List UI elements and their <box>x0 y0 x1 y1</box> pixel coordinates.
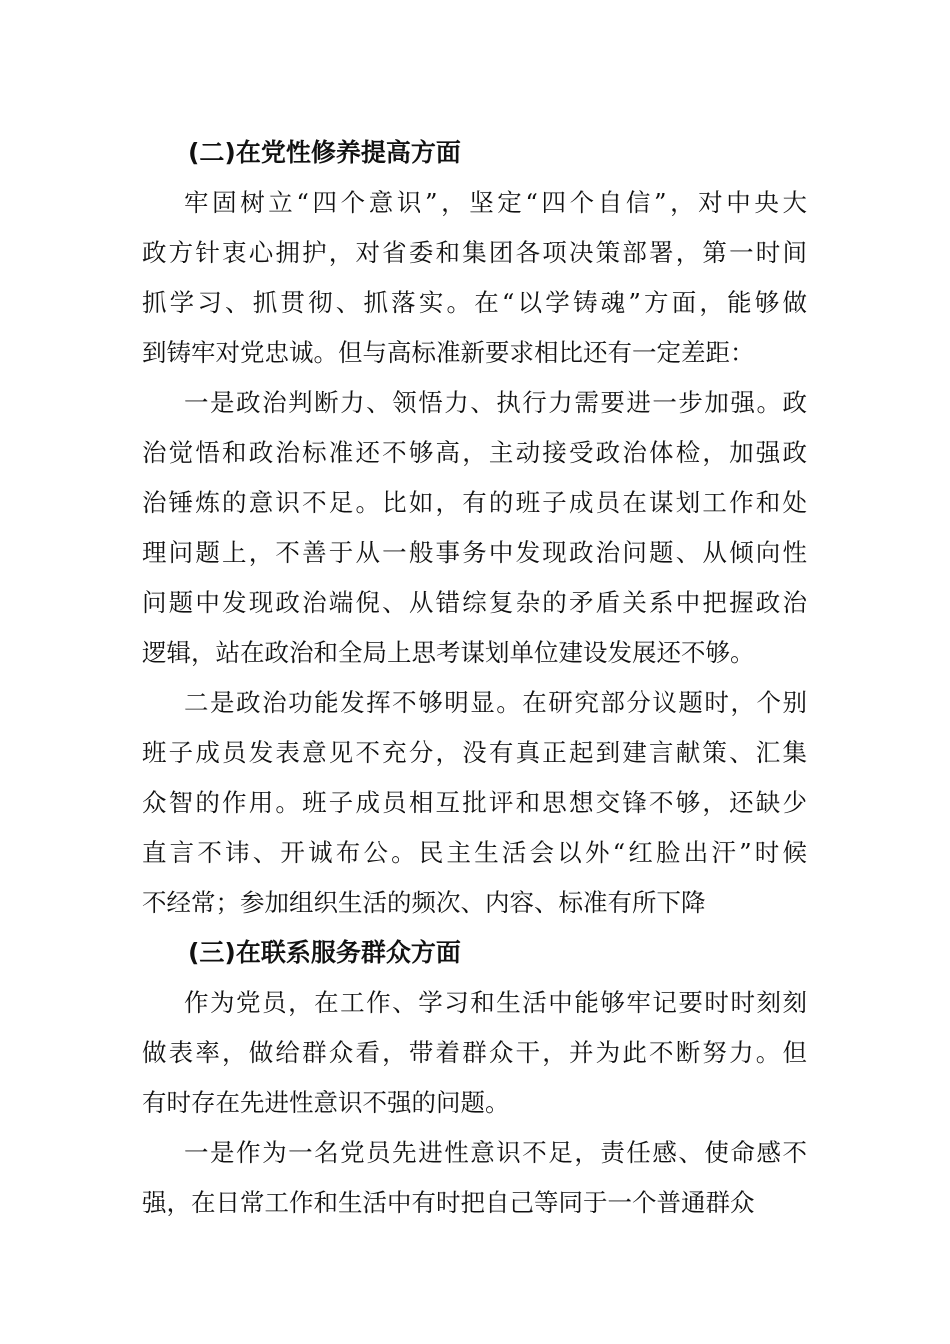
paragraph-line: 众智的作用。班子成员相互批评和思想交锋不够，还缺少 <box>142 788 807 817</box>
paragraph <box>142 1128 807 1228</box>
paragraph-line: 作为党员，在工作、学习和生活中能够牢记要时时刻刻 <box>184 988 807 1017</box>
paragraph <box>142 178 807 378</box>
paragraph-line: 治觉悟和政治标准还不够高，主动接受政治体检，加强政 <box>142 438 807 467</box>
paragraph-line: 治锤炼的意识不足。比如，有的班子成员在谋划工作和处 <box>142 488 807 517</box>
paragraph-line: 直言不讳、开诚布公。民主生活会以外“红脸出汗”时候 <box>142 838 807 867</box>
paragraph-line: 做表率，做给群众看，带着群众干，并为此不断努力。但 <box>142 1038 807 1067</box>
paragraph <box>142 978 807 1128</box>
paragraph-line: 二是政治功能发挥不够明显。在研究部分议题时，个别 <box>184 688 807 717</box>
section-heading: (三)在联系服务群众方面 <box>188 938 461 967</box>
paragraph-line: 强，在日常工作和生活中有时把自己等同于一个普通群众 <box>142 1188 755 1217</box>
paragraph-line: 到铸牢对党忠诚。但与高标准新要求相比还有一定差距： <box>142 338 755 367</box>
paragraph-line: 牢固树立“四个意识”，坚定“四个自信”，对中央大 <box>184 188 807 217</box>
paragraph <box>142 378 807 678</box>
paragraph-line: 理问题上，不善于从一般事务中发现政治问题、从倾向性 <box>142 538 807 567</box>
paragraph-line: 抓学习、抓贯彻、抓落实。在“以学铸魂”方面，能够做 <box>142 288 807 317</box>
paragraph-line: 不经常；参加组织生活的频次、内容、标准有所下降 <box>142 888 706 917</box>
paragraph-line: 有时存在先进性意识不强的问题。 <box>142 1088 510 1117</box>
paragraph-line: 一是作为一名党员先进性意识不足，责任感、使命感不 <box>184 1138 807 1167</box>
section-heading: (二)在党性修养提高方面 <box>188 138 461 167</box>
paragraph-line: 一是政治判断力、领悟力、执行力需要进一步加强。政 <box>184 388 807 417</box>
paragraph-line: 逻辑，站在政治和全局上思考谋划单位建设发展还不够。 <box>142 638 755 667</box>
document-body <box>142 128 807 1228</box>
paragraph-line: 班子成员发表意见不充分，没有真正起到建言献策、汇集 <box>142 738 807 767</box>
paragraph-line: 政方针衷心拥护，对省委和集团各项决策部署，第一时间 <box>142 238 807 267</box>
paragraph <box>142 678 807 928</box>
paragraph-line: 问题中发现政治端倪、从错综复杂的矛盾关系中把握政治 <box>142 588 807 617</box>
